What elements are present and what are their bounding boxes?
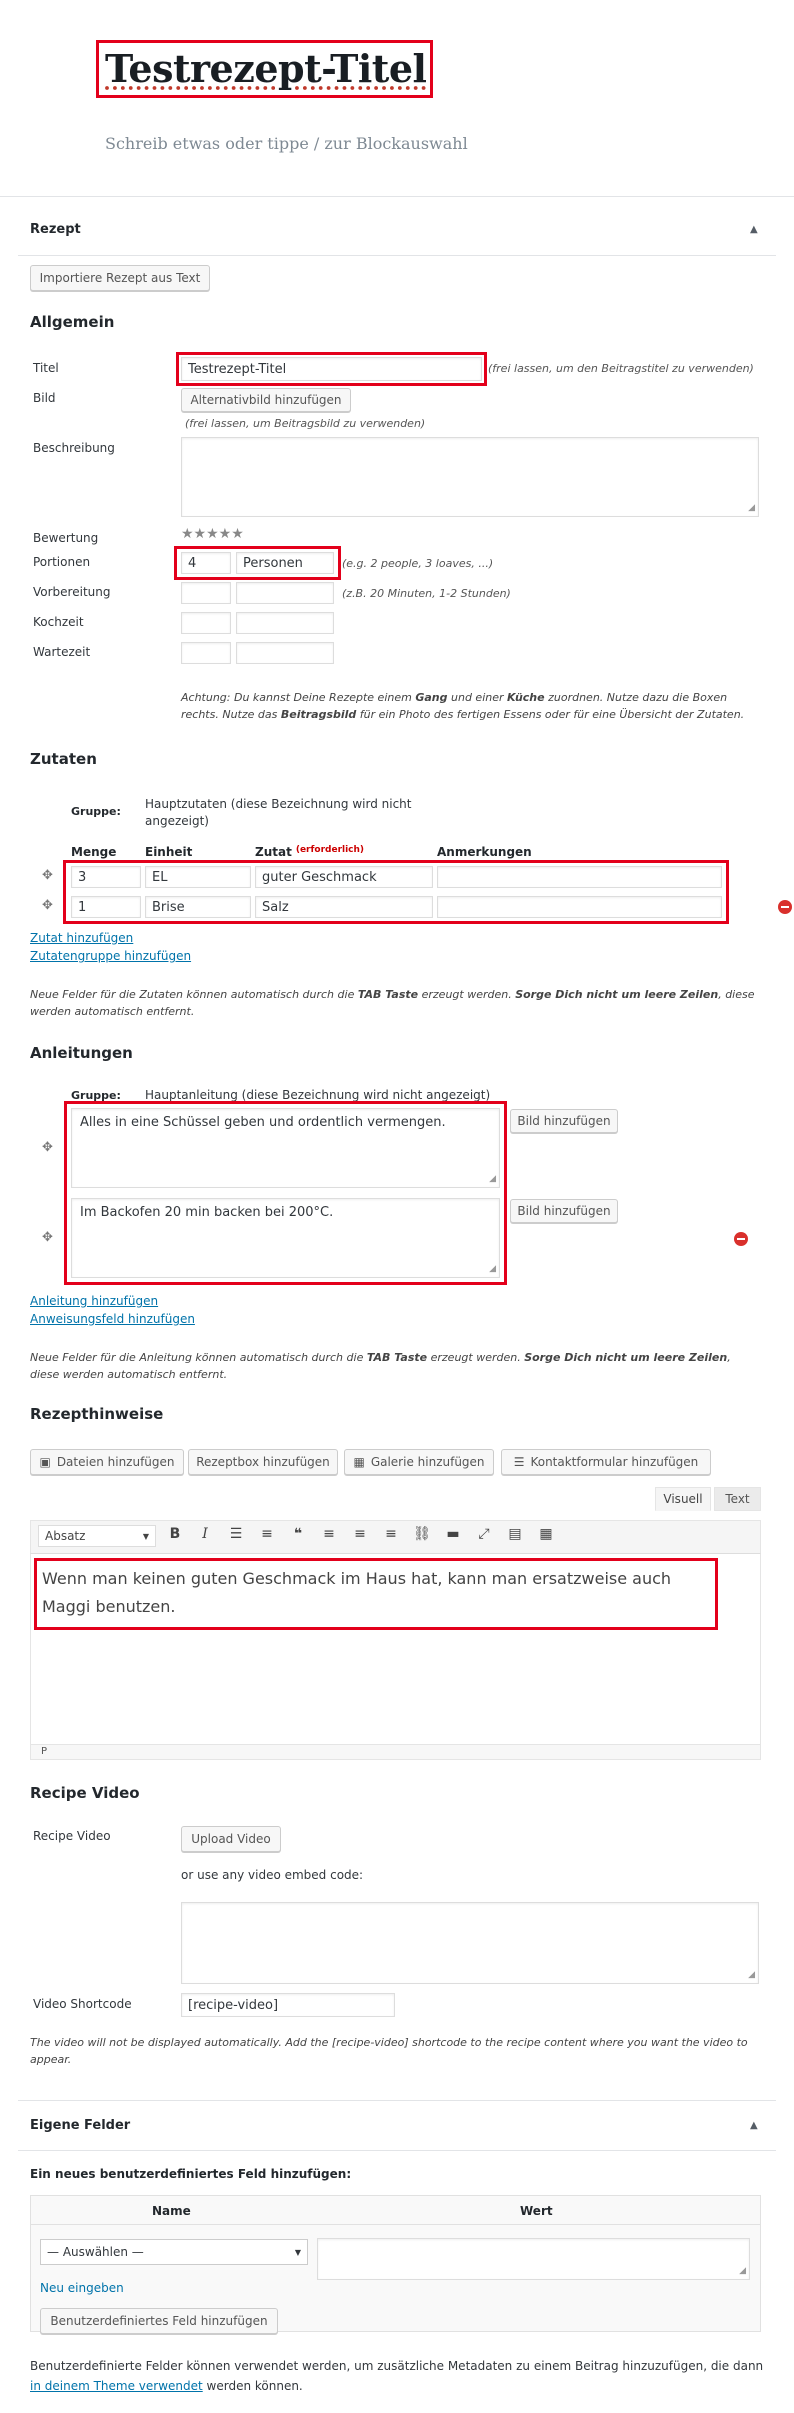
note-text: Neue Felder für die Anleitung können automatisch durch die [30, 1351, 367, 1364]
recipe-title-input[interactable]: Testrezept-Titel [181, 357, 482, 381]
video-shortcode-label: Video Shortcode [33, 1997, 132, 2011]
resize-handle-icon[interactable]: ◢ [748, 1970, 755, 1980]
image-hint: (frei lassen, um Beitragsbild zu verwenden) [185, 417, 426, 430]
prep-label: Vorbereitung [33, 585, 111, 599]
col-name: Name [152, 2204, 191, 2218]
media-icon: ▣ [39, 1455, 51, 1469]
editor-status-bar: P [30, 1744, 761, 1760]
ingredient-name-input[interactable]: Salz [255, 896, 433, 918]
highlight-post-title [96, 40, 433, 98]
note-bold: Gang [415, 691, 448, 704]
video-embed-textarea[interactable] [181, 1902, 759, 1984]
add-recipebox-button[interactable]: Rezeptbox hinzufügen [188, 1449, 338, 1475]
prep-time-input[interactable] [181, 582, 231, 604]
link-icon[interactable]: ⛓ [413, 1526, 431, 1542]
remove-instruction-icon[interactable] [734, 1232, 748, 1246]
align-center-icon[interactable]: ≡ [354, 1526, 366, 1542]
read-more-icon[interactable]: ▬ [446, 1526, 460, 1542]
wait-time-input[interactable] [181, 642, 231, 664]
recipe-video-label: Recipe Video [33, 1829, 111, 1843]
wait-label: Wartezeit [33, 645, 91, 659]
highlight-editor-text [34, 1558, 718, 1630]
drag-handle-icon[interactable]: ✥ [42, 1230, 53, 1245]
chevron-down-icon: ▼ [142, 1531, 149, 1541]
note-text: erzeugt werden. [427, 1351, 525, 1364]
add-image-button[interactable]: Bild hinzufügen [510, 1109, 618, 1133]
note-text: erzeugt werden. [418, 988, 516, 1001]
image-label: Bild [33, 391, 56, 405]
divider [0, 196, 794, 197]
col-notes: Anmerkungen [437, 845, 532, 859]
note-text: , diese werden automatisch entfernt. [30, 988, 755, 1018]
bullet-list-icon[interactable]: ☰ [229, 1526, 243, 1542]
chevron-down-icon: ▼ [294, 2247, 301, 2257]
alternative-image-button[interactable]: Alternativbild hinzufügen [181, 388, 351, 412]
note-text: Achtung: Du kannst Deine Rezepte einem [181, 691, 416, 704]
taxonomy-note [181, 689, 751, 723]
rating-label: Bewertung [33, 531, 99, 545]
add-files-label: Dateien hinzufügen [56, 1455, 175, 1469]
ingredient-amount-input[interactable]: 1 [71, 896, 141, 918]
note-text: und einer [447, 691, 508, 704]
select-value: — Auswählen — [47, 2245, 144, 2259]
post-title[interactable]: Testrezept-Titel [105, 46, 427, 91]
toolbar-toggle-icon[interactable]: ▦ [539, 1526, 553, 1542]
instructions-note [30, 1349, 760, 1383]
add-ingredient-group-link[interactable]: Zutatengruppe hinzufügen [30, 949, 192, 963]
col-ingredient [255, 845, 364, 859]
fullscreen-icon[interactable]: ⤢ [478, 1526, 490, 1542]
description-textarea[interactable] [181, 437, 759, 517]
form-icon: ☰ [513, 1455, 525, 1469]
instructions-heading: Anleitungen [30, 1044, 133, 1062]
divider [18, 2150, 776, 2151]
recipe-notes-heading: Rezepthinweise [30, 1405, 164, 1423]
highlight-ingredients [63, 860, 729, 924]
resize-handle-icon[interactable]: ◢ [748, 503, 755, 513]
note-text: , diese werden automatisch entfernt. [30, 1351, 731, 1381]
custom-fields-footer [30, 2356, 770, 2396]
title-label: Titel [33, 361, 59, 375]
highlight-title-input [176, 352, 487, 386]
col-amount: Menge [71, 845, 117, 859]
col-value: Wert [520, 2204, 553, 2218]
resize-handle-icon[interactable]: ◢ [489, 1174, 496, 1184]
cook-time-input[interactable] [181, 612, 231, 634]
ingredient-group-label: Gruppe: [71, 805, 121, 818]
footer-text: werden können. [202, 2379, 303, 2393]
tab-text[interactable]: Text [714, 1487, 761, 1511]
add-image-button[interactable]: Bild hinzufügen [510, 1199, 618, 1223]
note-bold: Sorge Dich nicht um leere Zeilen [524, 1351, 728, 1364]
add-custom-field-button[interactable]: Benutzerdefiniertes Feld hinzufügen [40, 2308, 278, 2334]
block-placeholder[interactable]: Schreib etwas oder tippe / zur Blockauswahl [105, 134, 468, 153]
note-bold: TAB Taste [357, 988, 419, 1001]
prep-hint: (z.B. 20 Minuten, 1-2 Stunden) [342, 587, 511, 600]
ingredient-unit-input[interactable]: EL [145, 866, 251, 888]
col-unit: Einheit [145, 845, 193, 859]
add-files-button[interactable] [30, 1449, 184, 1475]
servings-label: Portionen [33, 555, 91, 569]
cook-label: Kochzeit [33, 615, 84, 629]
ingredient-unit-input[interactable]: Brise [145, 896, 251, 918]
collapse-toggle-icon[interactable]: ▲ [750, 2120, 758, 2131]
title-hint: (frei lassen, um den Beitragstitel zu verwenden) [488, 362, 754, 375]
add-contact-form-button[interactable] [501, 1449, 711, 1475]
drag-handle-icon[interactable]: ✥ [42, 898, 53, 913]
note-text: zuordnen. Nutze dazu die Boxen rechts. Nutze das [181, 691, 728, 721]
add-gallery-label: Galerie hinzufügen [370, 1455, 485, 1469]
ingredient-group-value[interactable]: Hauptzutaten (diese Bezeichnung wird nicht angezeigt) [145, 797, 412, 828]
note-bold: TAB Taste [366, 1351, 428, 1364]
divider [18, 255, 776, 256]
theme-link[interactable]: in deinem Theme verwendet [30, 2379, 203, 2393]
note-bold: Sorge Dich nicht um leere Zeilen [515, 988, 719, 1001]
col-ingredient-text: Zutat [255, 845, 292, 859]
enter-new-link[interactable]: Neu eingeben [40, 2281, 124, 2295]
cook-unit-input[interactable] [236, 612, 334, 634]
bold-icon[interactable]: B [169, 1526, 181, 1542]
resize-handle-icon[interactable]: ◢ [489, 1264, 496, 1274]
format-select[interactable] [38, 1525, 156, 1547]
divider [18, 2100, 776, 2101]
highlight-instructions [64, 1101, 507, 1285]
import-recipe-button[interactable]: Importiere Rezept aus Text [30, 265, 210, 291]
instruction-text: Im Backofen 20 min backen bei 200°C. [80, 1205, 334, 1220]
instruction-text: Alles in eine Schüssel geben und ordentlich vermengen. [80, 1115, 446, 1130]
upload-video-button[interactable]: Upload Video [181, 1826, 281, 1852]
note-bold: Küche [507, 691, 545, 704]
custom-field-table-head [30, 2195, 761, 2225]
ingredient-amount-input[interactable]: 3 [71, 866, 141, 888]
resize-handle-icon[interactable]: ◢ [739, 2266, 746, 2276]
note-bold: Beitragsbild [280, 708, 357, 721]
align-right-icon[interactable]: ≡ [385, 1526, 397, 1542]
instruction-group-label: Gruppe: [71, 1089, 121, 1102]
add-contact-form-label: Kontaktformular hinzufügen [530, 1455, 699, 1469]
instruction-group-value[interactable]: Hauptanleitung (diese Bezeichnung wird nicht angezeigt) [145, 1088, 491, 1102]
wait-unit-input[interactable] [236, 642, 334, 664]
servings-input[interactable]: 4 [181, 552, 231, 574]
recipe-box-title[interactable]: Rezept [30, 222, 81, 237]
note-text: Neue Felder für die Zutaten können automatisch durch die [30, 988, 358, 1001]
video-note: The video will not be displayed automatically. Add the [recipe-video] shortcode to the recipe content where you want the video to appear. [30, 2036, 748, 2066]
rating-stars[interactable]: ★★★★★ [181, 526, 244, 542]
custom-field-value-textarea[interactable] [317, 2238, 750, 2280]
drag-handle-icon[interactable]: ✥ [42, 1140, 53, 1155]
numbered-list-icon[interactable]: ≡ [261, 1526, 273, 1542]
custom-field-add-heading: Ein neues benutzerdefiniertes Feld hinzufügen: [30, 2167, 352, 2181]
description-label: Beschreibung [33, 441, 115, 455]
drag-handle-icon[interactable]: ✥ [42, 868, 53, 883]
add-gallery-button[interactable] [344, 1449, 494, 1475]
italic-icon[interactable]: I [202, 1526, 208, 1542]
note-text: für ein Photo des fertigen Essens oder für eine Übersicht der Zutaten. [356, 708, 745, 721]
ingredient-name-input[interactable]: guter Geschmack [255, 866, 433, 888]
gallery-icon: ▦ [353, 1455, 365, 1469]
add-ingredient-link[interactable]: Zutat hinzufügen [30, 931, 134, 945]
tab-visual[interactable]: Visuell [655, 1487, 711, 1511]
video-shortcode-input[interactable]: [recipe-video] [181, 1993, 395, 2017]
ingredients-note [30, 986, 760, 1020]
add-instruction-link[interactable]: Anleitung hinzufügen [30, 1294, 159, 1308]
highlight-servings [174, 546, 341, 580]
servings-unit-input[interactable]: Personen [236, 552, 334, 574]
editor-text[interactable]: Wenn man keinen guten Geschmack im Haus hat, kann man ersatzweise auch Maggi benutzen. [42, 1569, 672, 1616]
add-instruction-field-link[interactable]: Anweisungsfeld hinzufügen [30, 1312, 195, 1326]
collapse-toggle-icon[interactable]: ▲ [750, 224, 758, 235]
align-left-icon[interactable]: ≡ [323, 1526, 335, 1542]
format-select-value: Absatz [45, 1529, 86, 1543]
footer-text: Benutzerdefinierte Felder können verwendet werden, um zusätzliche Metadaten zu einem Beitrag hinzuzufügen, die dann [30, 2359, 764, 2373]
servings-hint: (e.g. 2 people, 3 loaves, ...) [342, 557, 494, 570]
custom-field-name-select[interactable] [40, 2239, 308, 2265]
prep-unit-input[interactable] [236, 582, 334, 604]
form-insert-icon[interactable]: ▤ [508, 1526, 522, 1542]
required-marker: (erforderlich) [295, 845, 365, 855]
quote-icon[interactable]: ❝ [293, 1526, 303, 1542]
general-heading: Allgemein [30, 313, 115, 331]
embed-hint: or use any video embed code: [181, 1868, 364, 1882]
ingredients-heading: Zutaten [30, 750, 97, 768]
recipe-video-heading: Recipe Video [30, 1784, 140, 1802]
remove-ingredient-icon[interactable] [778, 900, 792, 914]
custom-fields-title[interactable]: Eigene Felder [30, 2118, 131, 2133]
